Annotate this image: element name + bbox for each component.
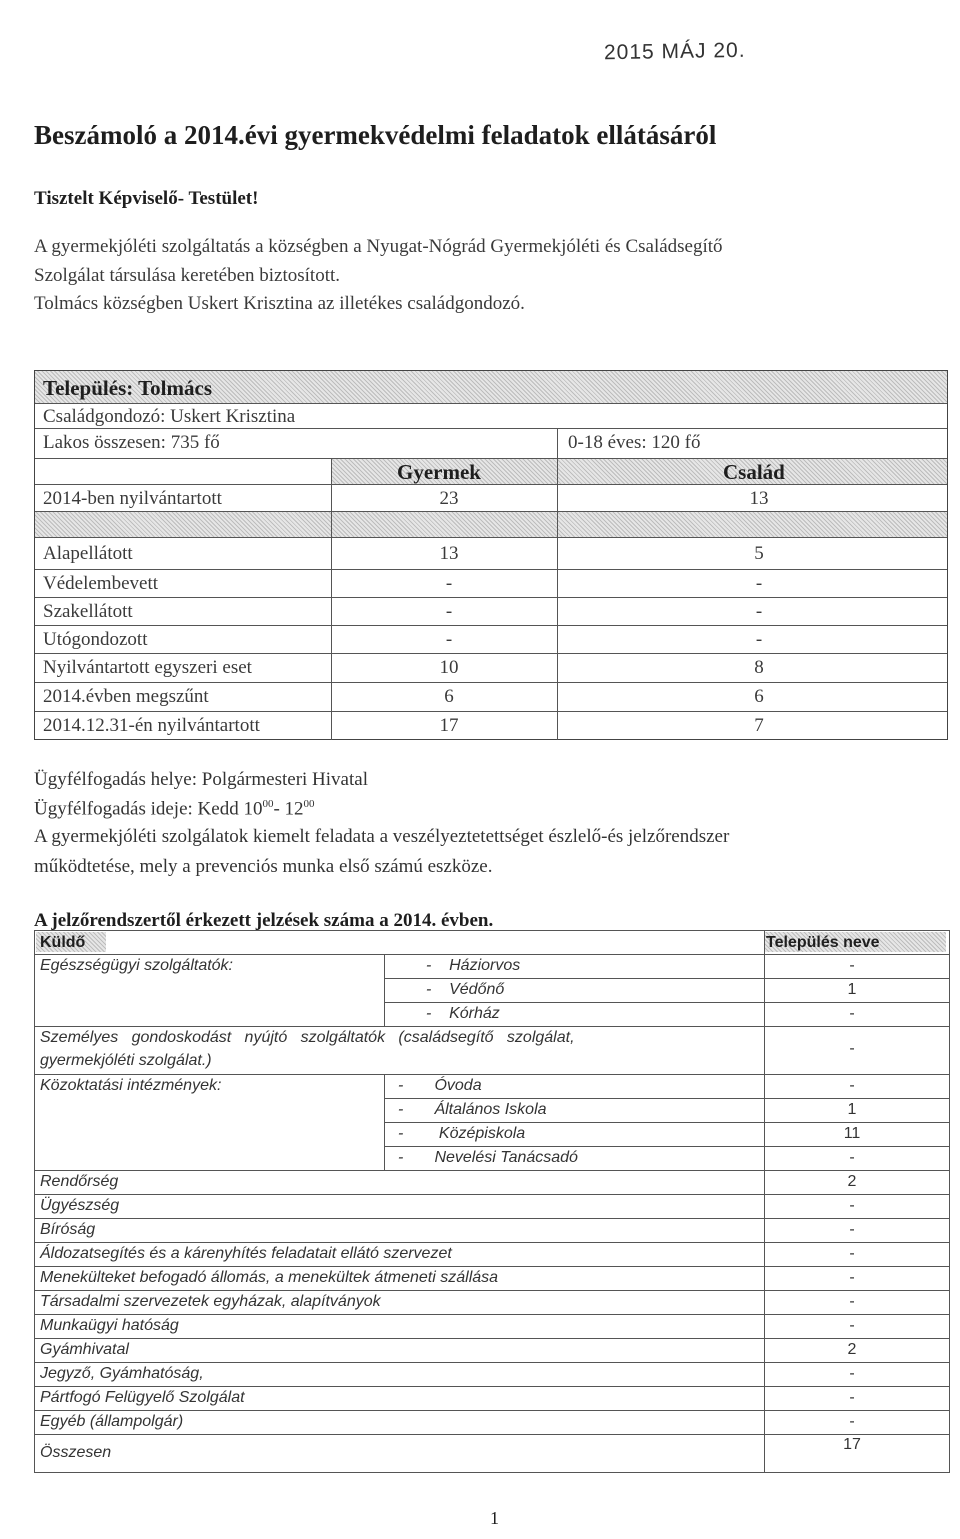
table-row-family: - <box>755 601 763 622</box>
table-row-value: - <box>849 1197 855 1214</box>
total-row-label: Összesen <box>40 1444 112 1461</box>
caseworker-label: Családgondozó: Uskert Krisztina <box>43 406 296 427</box>
table-row-child: - <box>445 601 453 622</box>
list-item: - Középiskola <box>398 1125 526 1142</box>
list-item: - Nevelési Tanácsadó <box>398 1149 578 1166</box>
list-item: - Kórház <box>426 1005 500 1022</box>
health-services-label: Egészségügyi szolgáltatók: <box>40 957 233 974</box>
sender-column-header: Küldő <box>40 934 86 951</box>
table-row-family: - <box>755 573 763 594</box>
table-row: Rendőrség <box>40 1173 119 1190</box>
column-child-header: Gyermek <box>397 460 481 484</box>
registered-label: 2014-ben nyilvántartott <box>43 488 222 509</box>
settlement-column-header: Település neve <box>766 934 880 951</box>
signal-system-paragraph-line-2: működtetése, mely a prevenciós munka első számú eszköze. <box>34 856 493 877</box>
table-row-child: - <box>445 629 453 650</box>
education-institutions-label: Közoktatási intézmények: <box>40 1077 222 1094</box>
list-item: - Általános Iskola <box>398 1101 547 1118</box>
personal-care-label-line-1: Személyes gondoskodást nyújtó szolgáltatók (családsegítő szolgálat, <box>40 1029 575 1046</box>
table-row-value: - <box>849 1365 855 1382</box>
table-row-child: 6 <box>444 686 454 707</box>
table-row-child: 17 <box>439 715 459 736</box>
table-row-value: - <box>849 1293 855 1310</box>
signals-table-title: A jelzőrendszertől érkezett jelzések száma a 2014. évben. <box>34 910 494 931</box>
table-row-label: 2014.12.31-én nyilvántartott <box>43 715 260 736</box>
reception-place: Ügyfélfogadás helye: Polgármesteri Hivatal <box>34 769 368 790</box>
table-row: Bíróság <box>40 1221 96 1238</box>
list-item-value: 11 <box>843 1125 861 1142</box>
table-row: Menekülteket befogadó állomás, a menekültek átmeneti szállása <box>40 1269 499 1286</box>
signals-table <box>34 930 950 1473</box>
table-row-child: - <box>445 573 453 594</box>
list-item: - Háziorvos <box>426 957 521 974</box>
population-label: Lakos összesen: 735 fő <box>43 432 220 453</box>
received-date-stamp: 2015 MÁJ 20. <box>603 38 746 65</box>
list-item-value: - <box>849 957 855 974</box>
intro-line-3: Tolmács községben Uskert Krisztina az illetékes családgondozó. <box>34 293 525 314</box>
list-item-value: - <box>849 1149 855 1166</box>
table-row-value: - <box>849 1317 855 1334</box>
table-row-value: - <box>849 1269 855 1286</box>
personal-care-value: - <box>849 1040 855 1057</box>
table-row-family: 6 <box>754 686 764 707</box>
list-item-value: - <box>849 1077 855 1094</box>
table-row: Egyéb (állampolgár) <box>40 1413 184 1430</box>
table-row-label: Nyilvántartott egyszeri eset <box>43 657 252 678</box>
table-row-child: 10 <box>439 657 459 678</box>
table-row-family: - <box>755 629 763 650</box>
list-item: - Védőnő <box>426 981 505 998</box>
signal-system-paragraph-line-1: A gyermekjóléti szolgálatok kiemelt feladata a veszélyeztetettséget észlelő-és jelzőrendszer <box>34 826 730 847</box>
table-row-value: 2 <box>847 1173 857 1190</box>
table-row-label: Szakellátott <box>43 601 133 622</box>
casework-statistics-table <box>34 370 948 740</box>
table-row-family: 7 <box>754 715 764 736</box>
table-row: Jegyző, Gyámhatóság, <box>40 1365 204 1382</box>
table-row: Társadalmi szervezetek egyházak, alapítványok <box>40 1293 381 1310</box>
registered-family-value: 13 <box>749 488 769 509</box>
table-row-family: 8 <box>754 657 764 678</box>
list-item: - Óvoda <box>398 1077 482 1094</box>
column-family-header: Család <box>723 460 785 484</box>
total-row-value: 17 <box>843 1436 861 1453</box>
intro-line-2: Szolgálat társulása keretében biztosított. <box>34 265 341 286</box>
settlement-header: Település: Tolmács <box>43 376 213 400</box>
table-row: Pártfogó Felügyelő Szolgálat <box>40 1389 245 1406</box>
registered-child-value: 23 <box>439 488 459 509</box>
table-row-value: - <box>849 1221 855 1238</box>
table-row-value: - <box>849 1413 855 1430</box>
document-title: Beszámoló a 2014.évi gyermekvédelmi feladatok ellátásáról <box>34 120 717 150</box>
table-row: Munkaügyi hatóság <box>40 1317 179 1334</box>
table-row-value: 2 <box>847 1341 857 1358</box>
table-row-family: 5 <box>754 543 764 564</box>
list-item-value: - <box>849 1005 855 1022</box>
list-item-value: 1 <box>847 981 857 998</box>
table-row-child: 13 <box>439 543 459 564</box>
list-item-value: 1 <box>847 1101 857 1118</box>
page-number: 1 <box>490 1508 499 1528</box>
separator-shading <box>35 511 947 537</box>
table-row-label: Védelembevett <box>43 573 159 594</box>
salutation: Tisztelt Képviselő- Testület! <box>34 188 259 209</box>
table-row: Gyámhivatal <box>40 1341 129 1358</box>
table-row: Áldozatsegítés és a kárenyhítés feladatait ellátó szervezet <box>40 1245 452 1262</box>
table-row-value: - <box>849 1389 855 1406</box>
personal-care-label-line-2: gyermekjóléti szolgálat.) <box>40 1052 212 1069</box>
minors-label: 0-18 éves: 120 fő <box>568 432 701 453</box>
table-row-label: Utógondozott <box>43 629 148 650</box>
reception-time: Ügyfélfogadás ideje: Kedd $10^{00}-$ $12^{00}$ <box>34 798 315 820</box>
table-row-label: 2014.évben megszűnt <box>43 686 209 707</box>
table-row-label: Alapellátott <box>43 543 133 564</box>
intro-line-1: A gyermekjóléti szolgáltatás a községben a Nyugat-Nógrád Gyermekjóléti és Családsegítő <box>34 236 723 257</box>
table-row: Ügyészség <box>40 1197 120 1214</box>
table-row-value: - <box>849 1245 855 1262</box>
